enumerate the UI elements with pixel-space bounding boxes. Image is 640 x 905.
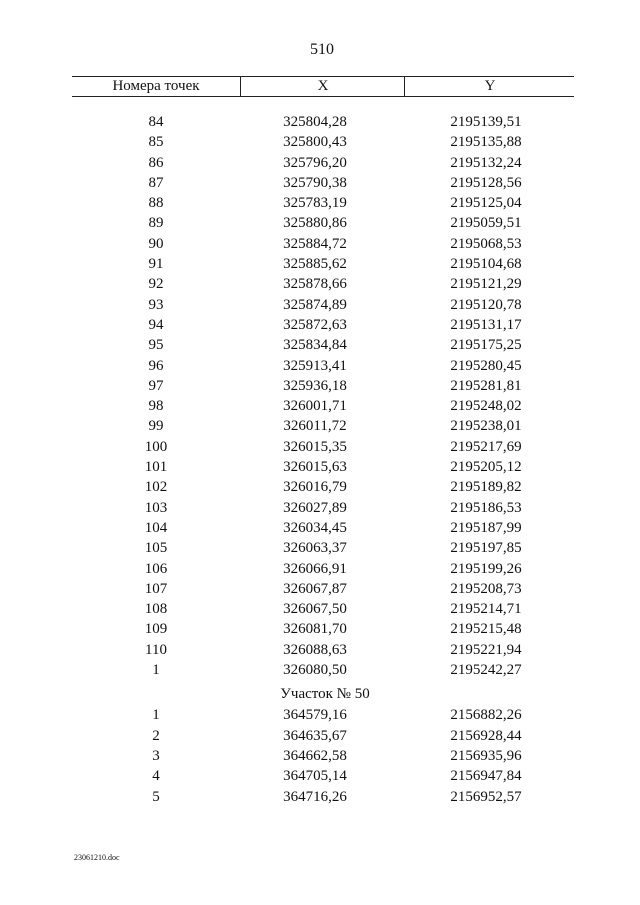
x-coordinate-cell: 326081,70 [283,621,347,638]
table-row [0,766,640,786]
table-row [0,746,640,766]
column-header-x: X [240,77,405,96]
point-number-cell: 106 [144,560,168,577]
x-coordinate-cell: 326027,89 [283,499,347,516]
x-coordinate-cell: 325834,84 [283,337,347,354]
x-coordinate-cell: 326011,72 [283,418,347,435]
x-coordinate-cell: 326015,63 [283,459,347,476]
y-coordinate-cell: 2195214,71 [450,601,522,618]
y-coordinate-cell: 2195215,48 [450,621,522,638]
point-number-cell: 104 [144,519,168,536]
table-row [0,295,640,315]
point-number-cell: 94 [148,316,164,333]
x-coordinate-cell: 364662,58 [283,747,347,764]
point-number-cell: 87 [148,174,164,191]
y-coordinate-cell: 2195221,94 [450,641,522,658]
point-number-cell: 96 [148,357,164,374]
table-row [0,705,640,725]
y-coordinate-cell: 2195059,51 [450,215,522,232]
table-header [72,76,574,97]
point-number-cell: 105 [144,540,168,557]
x-coordinate-cell: 325874,89 [283,296,347,313]
y-coordinate-cell: 2156882,26 [450,707,522,724]
y-coordinate-cell: 2195280,45 [450,357,522,374]
point-number-cell: 86 [148,154,164,171]
y-coordinate-cell: 2195242,27 [450,662,522,679]
x-coordinate-cell: 325804,28 [283,114,347,130]
x-coordinate-cell: 325790,38 [283,174,347,191]
point-number-cell: 97 [148,377,164,394]
point-number-cell: 100 [144,438,168,455]
point-number-cell: 102 [144,479,168,496]
x-coordinate-cell: 325878,66 [283,276,347,293]
point-number-cell: 101 [144,459,168,476]
y-coordinate-cell: 2195187,99 [450,519,522,536]
x-coordinate-cell: 325884,72 [283,235,347,252]
x-coordinate-cell: 325796,20 [283,154,347,171]
table-row [0,132,640,152]
x-coordinate-cell: 326088,63 [283,641,347,658]
y-coordinate-cell: 2195189,82 [450,479,522,496]
table-row [0,153,640,173]
x-coordinate-cell: 326001,71 [283,398,347,415]
point-number-cell: 4 [152,768,160,785]
y-coordinate-cell: 2195197,85 [450,540,522,557]
x-coordinate-cell: 326067,87 [283,580,347,597]
point-number-cell: 98 [148,398,164,415]
point-number-cell: 3 [152,747,160,764]
table-row [0,599,640,619]
x-coordinate-cell: 325800,43 [283,134,347,151]
page-number: 510 [310,41,334,58]
table-row [0,559,640,579]
x-coordinate-cell: 326067,50 [283,601,347,618]
point-number-cell: 103 [144,499,168,516]
coordinates-group-plot-50 [0,705,640,806]
y-coordinate-cell: 2156947,84 [450,768,522,785]
document-filename: 23061210.doc [74,853,120,862]
y-coordinate-cell: 2156952,57 [450,788,522,805]
point-number-cell: 1 [152,707,160,724]
table-row [0,112,640,132]
y-coordinate-cell: 2195139,51 [450,114,522,130]
x-coordinate-cell: 364716,26 [283,788,347,805]
table-row [0,498,640,518]
y-coordinate-cell: 2195132,24 [450,154,522,171]
column-header-y: Y [404,77,575,96]
x-coordinate-cell: 325936,18 [283,377,347,394]
x-coordinate-cell: 326066,91 [283,560,347,577]
point-number-cell: 93 [148,296,164,313]
y-coordinate-cell: 2195238,01 [450,418,522,435]
point-number-cell: 1 [152,662,160,679]
point-number-cell: 107 [144,580,168,597]
point-number-cell: 85 [148,134,164,151]
point-number-cell: 108 [144,601,168,618]
table-row [0,787,640,807]
y-coordinate-cell: 2195120,78 [450,296,522,313]
x-coordinate-cell: 326016,79 [283,479,347,496]
y-coordinate-cell: 2195125,04 [450,195,522,212]
y-coordinate-cell: 2195186,53 [450,499,522,516]
column-header-point-number: Номера точек [112,78,200,94]
table-row [0,619,640,639]
table-row [0,274,640,294]
x-coordinate-cell: 325885,62 [283,256,347,273]
point-number-cell: 88 [148,195,164,212]
point-number-cell: 89 [148,215,164,232]
y-coordinate-cell: 2195121,29 [450,276,522,293]
point-number-cell: 84 [148,114,164,130]
x-coordinate-cell: 364635,67 [283,727,347,744]
point-number-cell: 91 [148,256,164,273]
point-number-cell: 90 [148,235,164,252]
table-row [0,660,640,680]
point-number-cell: 92 [148,276,164,293]
table-row [0,538,640,558]
table-row [0,234,640,254]
y-coordinate-cell: 2195104,68 [450,256,522,273]
point-number-cell: 99 [148,418,164,435]
table-row [0,437,640,457]
y-coordinate-cell: 2195131,17 [450,316,522,333]
x-coordinate-cell: 326063,37 [283,540,347,557]
y-coordinate-cell: 2195128,56 [450,174,522,191]
x-coordinate-cell: 326080,50 [283,662,347,679]
table-row [0,356,640,376]
y-coordinate-cell: 2195135,88 [450,134,522,151]
table-row [0,193,640,213]
y-coordinate-cell: 2195175,25 [450,337,522,354]
x-coordinate-cell: 325872,63 [283,316,347,333]
table-row [0,315,640,335]
table-row [0,726,640,746]
point-number-cell: 109 [144,621,168,638]
point-number-cell: 95 [148,337,164,354]
y-coordinate-cell: 2195248,02 [450,398,522,415]
x-coordinate-cell: 364705,14 [283,768,347,785]
y-coordinate-cell: 2195217,69 [450,438,522,455]
y-coordinate-cell: 2195205,12 [450,459,522,476]
table-row [0,416,640,436]
x-coordinate-cell: 325783,19 [283,195,347,212]
table-row [0,213,640,233]
table-row [0,518,640,538]
x-coordinate-cell: 326015,35 [283,438,347,455]
table-row [0,457,640,477]
coordinates-table-body [0,112,640,807]
table-row [0,173,640,193]
section-title: Участок № 50 [280,686,370,703]
y-coordinate-cell: 2195281,81 [450,377,522,394]
table-row [0,254,640,274]
table-row [0,335,640,355]
y-coordinate-cell: 2156928,44 [450,727,522,744]
y-coordinate-cell: 2195068,53 [450,235,522,252]
table-row [0,396,640,416]
coordinates-group-continued [0,112,640,680]
x-coordinate-cell: 364579,16 [283,707,347,724]
point-number-cell: 5 [152,788,160,805]
table-row [0,477,640,497]
x-coordinate-cell: 326034,45 [283,519,347,536]
y-coordinate-cell: 2195208,73 [450,580,522,597]
y-coordinate-cell: 2156935,96 [450,747,522,764]
x-coordinate-cell: 325880,86 [283,215,347,232]
table-row [0,579,640,599]
point-number-cell: 110 [145,641,167,658]
y-coordinate-cell: 2195199,26 [450,560,522,577]
table-row [0,376,640,396]
table-row [0,640,640,660]
x-coordinate-cell: 325913,41 [283,357,347,374]
point-number-cell: 2 [152,727,160,744]
